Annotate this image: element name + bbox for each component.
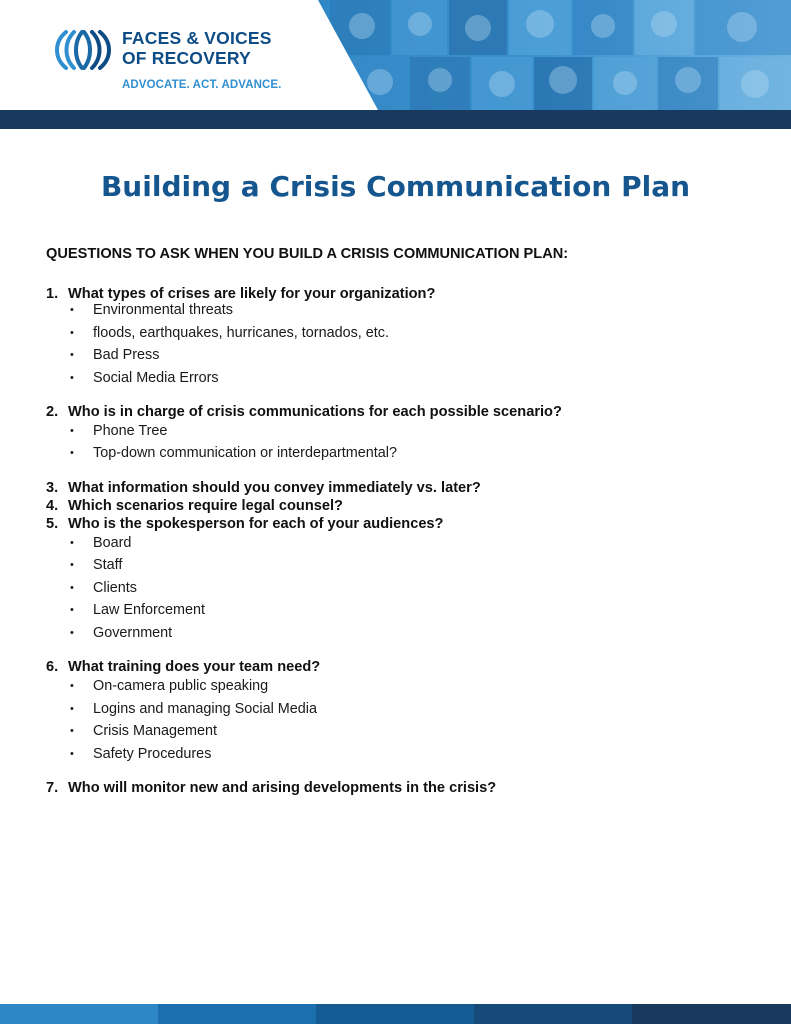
bullet-icon: • (70, 725, 74, 737)
bullet-icon: • (70, 349, 74, 361)
logo[interactable] (0, 0, 400, 110)
bullet-text: On-camera public speaking (93, 678, 269, 694)
bullet-text: Environmental threats (93, 302, 233, 318)
bullet-text: Board (93, 535, 132, 551)
bullet-item (70, 722, 217, 740)
bullet-text: Logins and managing Social Media (93, 701, 318, 717)
bullet-icon: • (70, 425, 74, 437)
footer-segment (474, 1004, 632, 1024)
bullet-text: Staff (93, 557, 123, 573)
bullet-icon: • (70, 703, 74, 715)
question-number: 2. (46, 404, 59, 420)
bullet-icon: • (70, 447, 74, 459)
bullet-item (70, 301, 233, 319)
bullet-icon: • (70, 304, 74, 316)
logo-mark-icon (52, 28, 114, 72)
bullet-icon: • (70, 559, 74, 571)
bullet-item (70, 422, 167, 440)
bullet-item (70, 534, 131, 552)
footer-segment (158, 1004, 316, 1024)
question-text: What training does your team need? (68, 659, 321, 675)
bullet-text: Bad Press (93, 347, 160, 363)
header-divider-bar (0, 110, 791, 129)
bullet-icon: • (70, 582, 74, 594)
question-number: 3. (46, 480, 59, 496)
bullet-text: Top-down communication or interdepartmental? (93, 445, 397, 461)
logo-line-1: FACES & VOICES (122, 28, 272, 48)
question-item (46, 479, 481, 497)
bullet-icon: • (70, 537, 74, 549)
bullet-item (70, 624, 172, 642)
bullet-item (70, 369, 219, 387)
question-text: What information should you convey immediately vs. later? (68, 480, 481, 496)
bullet-text: floods, earthquakes, hurricanes, tornados, etc. (93, 325, 389, 341)
bullet-icon: • (70, 748, 74, 760)
question-item (46, 515, 443, 533)
bullet-item (70, 346, 159, 364)
question-number: 1. (46, 286, 59, 302)
bullet-item (70, 556, 122, 574)
logo-line-2: OF RECOVERY (122, 48, 251, 68)
bullet-icon: • (70, 627, 74, 639)
question-text: Which scenarios require legal counsel? (68, 498, 343, 514)
question-text: Who will monitor new and arising developments in the crisis? (68, 780, 497, 796)
bullet-text: Safety Procedures (93, 746, 212, 762)
question-number: 7. (46, 780, 59, 796)
bullet-item (70, 579, 137, 597)
question-item (46, 403, 562, 421)
bullet-text: Government (93, 625, 173, 641)
question-text: Who is in charge of crisis communications for each possible scenario? (68, 404, 562, 420)
bullet-item (70, 444, 397, 462)
page-header (0, 0, 791, 110)
logo-wordmark (122, 28, 272, 68)
question-text: Who is the spokesperson for each of your audiences? (68, 516, 444, 532)
question-item (46, 658, 320, 676)
section-heading: QUESTIONS TO ASK WHEN YOU BUILD A CRISIS COMMUNICATION PLAN: (46, 246, 569, 262)
bullet-item (70, 700, 317, 718)
logo-tagline: ADVOCATE. ACT. ADVANCE. (122, 79, 282, 91)
bullet-item (70, 677, 268, 695)
bullet-icon: • (70, 604, 74, 616)
bullet-text: Social Media Errors (93, 370, 219, 386)
bullet-icon: • (70, 680, 74, 692)
bullet-item (70, 601, 205, 619)
bullet-icon: • (70, 372, 74, 384)
bullet-text: Phone Tree (93, 423, 168, 439)
footer-segment (316, 1004, 474, 1024)
page-title: Building a Crisis Communication Plan (100, 170, 691, 203)
question-text: What types of crises are likely for your organization? (68, 286, 436, 302)
footer-segment (0, 1004, 158, 1024)
bullet-text: Law Enforcement (93, 602, 205, 618)
bullet-item (70, 324, 389, 342)
question-number: 6. (46, 659, 59, 675)
bullet-text: Crisis Management (93, 723, 217, 739)
bullet-icon: • (70, 327, 74, 339)
bullet-text: Clients (93, 580, 137, 596)
bullet-item (70, 745, 211, 763)
question-number: 5. (46, 516, 59, 532)
question-number: 4. (46, 498, 59, 514)
footer-color-band (0, 1004, 791, 1024)
footer-segment (632, 1004, 791, 1024)
question-item (46, 779, 496, 797)
question-item (46, 497, 343, 515)
